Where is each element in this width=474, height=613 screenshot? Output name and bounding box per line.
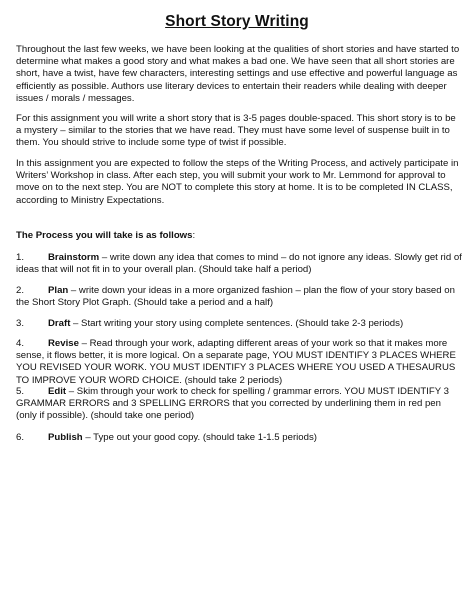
process-step-6 xyxy=(16,432,462,444)
intro-paragraph-3: In this assignment you are expected to follow the steps of the Writing Process, and actively participate in Writers’ Workshop in class. After each step, you will submit your work to Mr. Lemmond for approval to move on to the next step. You are NOT to complete this story at home. It is to be completed IN CLASS, according to Ministry Expectations. xyxy=(16,158,459,206)
step-description: – Type out your good copy. (should take 1-1.5 periods) xyxy=(82,432,317,443)
step-number: 5. xyxy=(16,386,25,397)
step-name: Draft xyxy=(48,318,71,329)
step-number: 1. xyxy=(16,252,25,263)
step-name: Edit xyxy=(48,386,67,397)
step-name: Plan xyxy=(48,285,69,296)
process-heading xyxy=(16,230,195,242)
process-step-5 xyxy=(16,386,462,423)
process-heading-colon: : xyxy=(192,230,196,241)
intro-paragraph-1: Throughout the last few weeks, we have been looking at the qualities of short stories and have started to determine what makes a good story and what makes a bad one. We have seen that all short stories are short, have a twist, have few characters, interesting settings and use effective and powerful language as efficiently as possible. Authors use literary devices to entertain their readers while dealing with deeper issues / morals / messages. xyxy=(16,44,460,104)
step-name: Brainstorm xyxy=(48,252,100,263)
step-number: 6. xyxy=(16,432,25,443)
page-title: Short Story Writing xyxy=(165,13,309,30)
step-name: Revise xyxy=(48,338,79,349)
process-step-4 xyxy=(16,338,462,387)
process-step-2 xyxy=(16,285,462,309)
step-description: – write down your ideas in a more organized fashion – plan the flow of your story based on the Short Story Plot Graph. (Should take a period and a half) xyxy=(16,285,455,309)
step-description: – Start writing your story using complete sentences. (Should take 2-3 periods) xyxy=(70,318,404,329)
intro-paragraph-2: For this assignment you will write a short story that is 3-5 pages double-spaced. This short story is to be a mystery – similar to the stories that we have read. They must have some level of suspense built in to them. You should strive to include some type of twist if possible. xyxy=(16,113,456,149)
step-description: – Skim through your work to check for spelling / grammar errors. YOU MUST IDENTIFY 3 GRAMMAR ERRORS and 3 SPELLING ERRORS that you corrected by underlining them in red pen (only if possible). (should take one period) xyxy=(16,386,449,422)
step-number: 4. xyxy=(16,338,25,349)
step-description: – write down any idea that comes to mind – do not ignore any ideas. Slowly get rid of ideas that will not fit in to your overall plan. (Should take half a period) xyxy=(16,252,462,276)
step-number: 2. xyxy=(16,285,25,296)
process-heading-text: The Process you will take is as follows xyxy=(16,230,193,241)
step-name: Publish xyxy=(48,432,83,443)
process-step-1 xyxy=(16,252,462,276)
process-step-3 xyxy=(16,318,462,330)
step-number: 3. xyxy=(16,318,25,329)
step-description: – Read through your work, adapting different areas of your work so that it makes more sense, it flows better, it is more logical. On a separate page, YOU MUST IDENTIFY 3 PLACES WHERE YOU REVISED YOUR WORK. YOU MUST IDENTIFY 3 PLACES WHERE YOU USED A THESAURUS TO IMPROVE YOUR WORD CHOICE. (should take 2 periods) xyxy=(16,338,456,386)
